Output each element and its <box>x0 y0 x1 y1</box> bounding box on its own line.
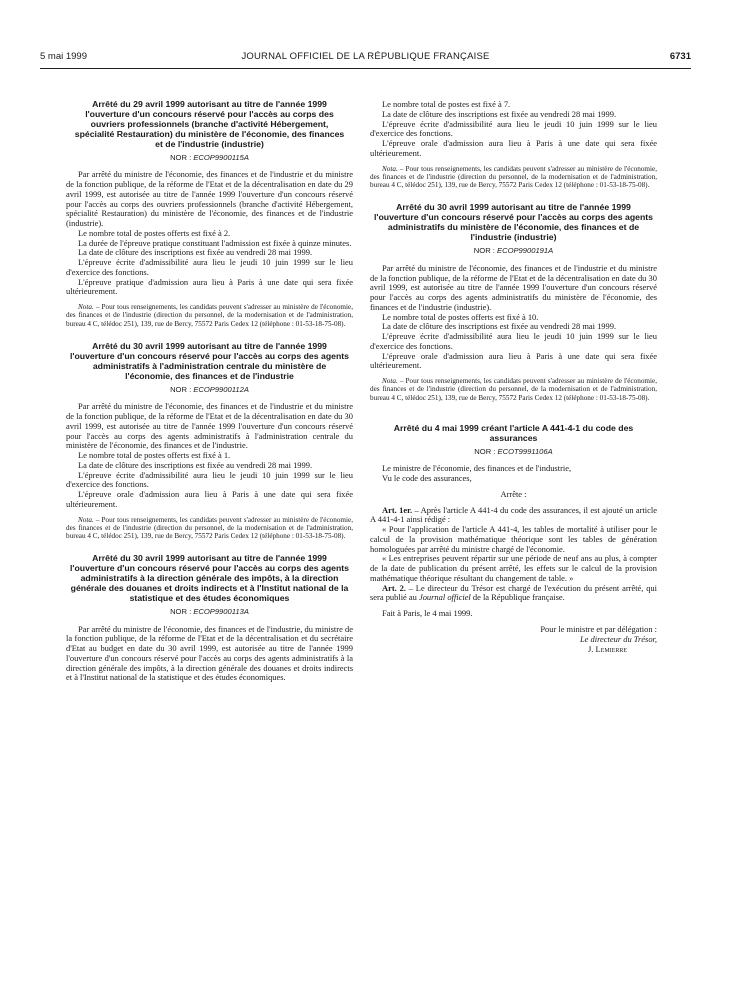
nota-note: Nota. – Pour tous renseignements, les candidats peuvent s'adresser au ministère de l'économie, des finances et de l'industrie (direction du personnel, de la modernisation et de l'administration, bureau 4 C, télédoc 251), 139, rue de Bercy, 75572 Paris Cedex 12 (téléphone : 01-53-18-75-08). <box>370 377 657 402</box>
paragraph: L'épreuve orale d'admission aura lieu à Paris à une date qui sera fixée ultérieurement. <box>370 138 657 158</box>
paragraph: L'épreuve orale d'admission aura lieu à Paris à une date qui sera fixée ultérieurement. <box>66 489 353 509</box>
paragraph: La date de clôture des inscriptions est fixée au vendredi 28 mai 1999. <box>78 247 313 258</box>
done-at: Fait à Paris, le 4 mai 1999. <box>382 608 473 619</box>
nor-reference: NOR : ECOT9991106A <box>474 446 553 456</box>
signature-block: Pour le ministre et par délégation : Le directeur du Trésor, J. Lemierre <box>540 623 657 654</box>
right-column <box>370 100 657 654</box>
paragraph: Le nombre total de postes offerts est fixé à 1. <box>78 450 231 461</box>
page-number: 6731 <box>669 51 691 62</box>
paragraph: L'épreuve écrite d'admissibilité aura lieu le jeudi 10 juin 1999 sur le lieu d'exercice des fonctions. <box>370 331 657 351</box>
arrete-heading: Arrête : <box>500 488 527 499</box>
paragraph: La date de clôture des inscriptions est fixée au vendredi 28 mai 1999. <box>382 321 617 332</box>
article-title: Arrêté du 30 avril 1999 autorisant au titre de l'année 1999 l'ouverture d'un concours réservé pour l'accès au corps des agents administratifs du ministère de l'économie, des finances et de l'industrie (industrie) <box>374 202 653 243</box>
paragraph: Le nombre total de postes offerts est fixé à 2. <box>78 227 231 238</box>
nota-note: Nota. – Pour tous renseignements, les candidats peuvent s'adresser au ministère de l'économie, des finances et de l'industrie (direction du personnel, de la modernisation et de l'administration, bureau 4 C, télédoc 251), 139, rue de Bercy, 75572 Paris Cedex 12 (téléphone : 01-53-18-75-08). <box>66 515 353 541</box>
article-title: Arrêté du 4 mai 1999 créant l'article A 441-4-1 du code des assurances <box>393 422 634 443</box>
nota-note: Nota. – Pour tous renseignements, les candidats peuvent s'adresser au ministère de l'économie, des finances et de l'industrie (direction du personnel, de la modernisation et de l'administration, bureau 4 C, télédoc 251), 139, rue de Bercy, 75572 Paris Cedex 12 (téléphone : 01-53-18-75-08). <box>370 164 657 190</box>
quote-paragraph: « Pour l'application de l'article A 441-4, les tables de mortalité à utiliser pour le calcul de la provision mathématique théorique sont les tables de génération homologuées par arrêté du ministre chargé de l'économie. <box>370 524 657 554</box>
paragraph: Le nombre total de postes offerts est fixé à 10. <box>382 311 539 322</box>
article-title: Arrêté du 30 avril 1999 autorisant au titre de l'année 1999 l'ouverture d'un concours réservé pour l'accès au corps des agents administratifs à la direction générale des impôts, à la direction générale des douanes et droits indirects et à l'Institut national de la statistique et des études économiques <box>70 553 349 604</box>
article-1: Art. 1er. – Après l'article A 441-4 du code des assurances, il est ajouté un article A 441-4-1 ainsi rédigé : <box>370 504 657 525</box>
paragraph: La durée de l'épreuve pratique constituant l'admission est fixée à quinze minutes. <box>78 237 352 248</box>
journal-title: JOURNAL OFFICIEL DE LA RÉPUBLIQUE FRANÇAISE <box>241 51 490 62</box>
paragraph: Par arrêté du ministre de l'économie, des finances et de l'industrie et du ministre de la fonction publique, de la réforme de l'Etat et de la décentralisation en date du 29 avril 1999, est autorisée au titre de l'année 1999 l'ouverture d'un concours réservé pour l'accès au corps des ouvriers professionnels (branche d'activité Hébergement, spécialité Restauration) du ministère de l'économie, des finances et de l'industrie (industrie). <box>66 169 353 229</box>
paragraph: L'épreuve écrite d'admissibilité aura lieu le jeudi 10 juin 1999 sur le lieu d'exercice des fonctions. <box>66 469 353 490</box>
article-continuation <box>370 100 657 189</box>
nor-reference: NOR : ECOP9900115A <box>170 152 249 162</box>
header-rule <box>40 68 691 69</box>
visa: Le ministre de l'économie, des finances et de l'industrie, <box>382 463 572 474</box>
visa: Vu le code des assurances, <box>382 473 472 484</box>
nor-reference: NOR : ECOP9900191A <box>473 246 554 256</box>
article-agents-industrie <box>370 203 657 402</box>
article-code-des-assurances <box>370 424 657 654</box>
paragraph: L'épreuve pratique d'admission aura lieu à Paris à une date qui sera fixée ultérieurement. <box>66 276 353 297</box>
paragraph: Le nombre total de postes est fixé à 7. <box>382 99 511 109</box>
paragraph: L'épreuve écrite d'admissibilité aura lieu le jeudi 10 juin 1999 sur le lieu d'exercice des fonctions. <box>370 118 657 139</box>
article-agents-administration-centrale <box>66 342 353 541</box>
paragraph: L'épreuve orale d'admission aura lieu à Paris à une date qui sera fixée ultérieurement. <box>370 350 657 371</box>
nor-reference: NOR : ECOP9900112A <box>170 384 249 394</box>
nor-reference: NOR : ECOP9900113A <box>170 606 249 616</box>
article-title: Arrêté du 29 avril 1999 autorisant au titre de l'année 1999 l'ouverture d'un concours réservé pour l'accès au corps des ouvriers professionnels (branche d'activité Hébergement, spécialité Restauration) du ministère de l'économie, des finances et de l'industrie (industrie) <box>74 99 345 149</box>
paragraph: La date de clôture des inscriptions est fixée au vendredi 28 mai 1999. <box>382 108 617 119</box>
issue-date: 5 mai 1999 <box>40 51 88 62</box>
article-title: Arrêté du 30 avril 1999 autorisant au titre de l'année 1999 l'ouverture d'un concours réservé pour l'accès au corps des agents administratifs à l'administration centrale du ministère de l'économie, des finances et de l'industrie <box>70 340 349 381</box>
article-agents-impots-douanes-insee <box>66 554 353 683</box>
paragraph: Par arrêté du ministre de l'économie, des finances et de l'industrie et du ministre de la fonction publique, de la réforme de l'Etat et de la décentralisation en date du 30 avril 1999, est autorisée au titre de l'année 1999 l'ouverture d'un concours réservé pour l'accès au corps des agents administratifs à l'administration centrale du ministère de l'économie, des finances et de l'industrie. <box>66 401 353 451</box>
article-ouvriers-professionnels <box>66 100 353 328</box>
nota-note: Nota. – Pour tous renseignements, les candidats peuvent s'adresser au ministère de l'économie, des finances et de l'industrie (direction du personnel, de la modernisation et de l'administration, bureau 4 C, télédoc 251), 139, rue de Bercy, 75572 Paris Cedex 12 (téléphone : 01-53-18-75-08). <box>66 303 353 328</box>
article-2: Art. 2. – Le directeur du Trésor est chargé de l'exécution du présent arrêté, qui sera publié au Journal officiel de la République française. <box>370 582 658 603</box>
page-header <box>40 51 691 67</box>
paragraph: L'épreuve écrite d'admissibilité aura lieu le jeudi 10 juin 1999 sur le lieu d'exercice des fonctions. <box>66 257 353 277</box>
paragraph: La date de clôture des inscriptions est fixée au vendredi 28 mai 1999. <box>78 459 313 470</box>
quote-paragraph: « Les entreprises peuvent répartir sur une période de neuf ans au plus, à compter de la date de publication du présent arrêté, les effets sur le calcul de la provision mathématique théorique résultant du changement de table. » <box>370 553 657 583</box>
paragraph: Par arrêté du ministre de l'économie, des finances et de l'industrie, du ministre de la fonction publique, de la réforme de l'Etat et de la décentralisation et du secrétaire d'Etat au budget en date du 30 avril 1999, est autorisée au titre de l'année 1999 l'ouverture d'un concours réservé pour l'accès au corps des agents administratifs à la direction générale des impôts, à la direction générale des douanes et droits indirects et à l'Institut national de la statistique et des études économiques. <box>66 623 353 683</box>
left-column <box>66 100 353 683</box>
paragraph: Par arrêté du ministre de l'économie, des finances et de l'industrie et du ministre de la fonction publique, de la réforme de l'Etat et de la décentralisation en date du 30 avril 1999, est autorisée au titre de l'année 1999 l'ouverture d'un concours réservé pour l'accès au corps des agents administratifs du ministère de l'économie, des finances et de l'industrie (industrie). <box>370 262 657 312</box>
